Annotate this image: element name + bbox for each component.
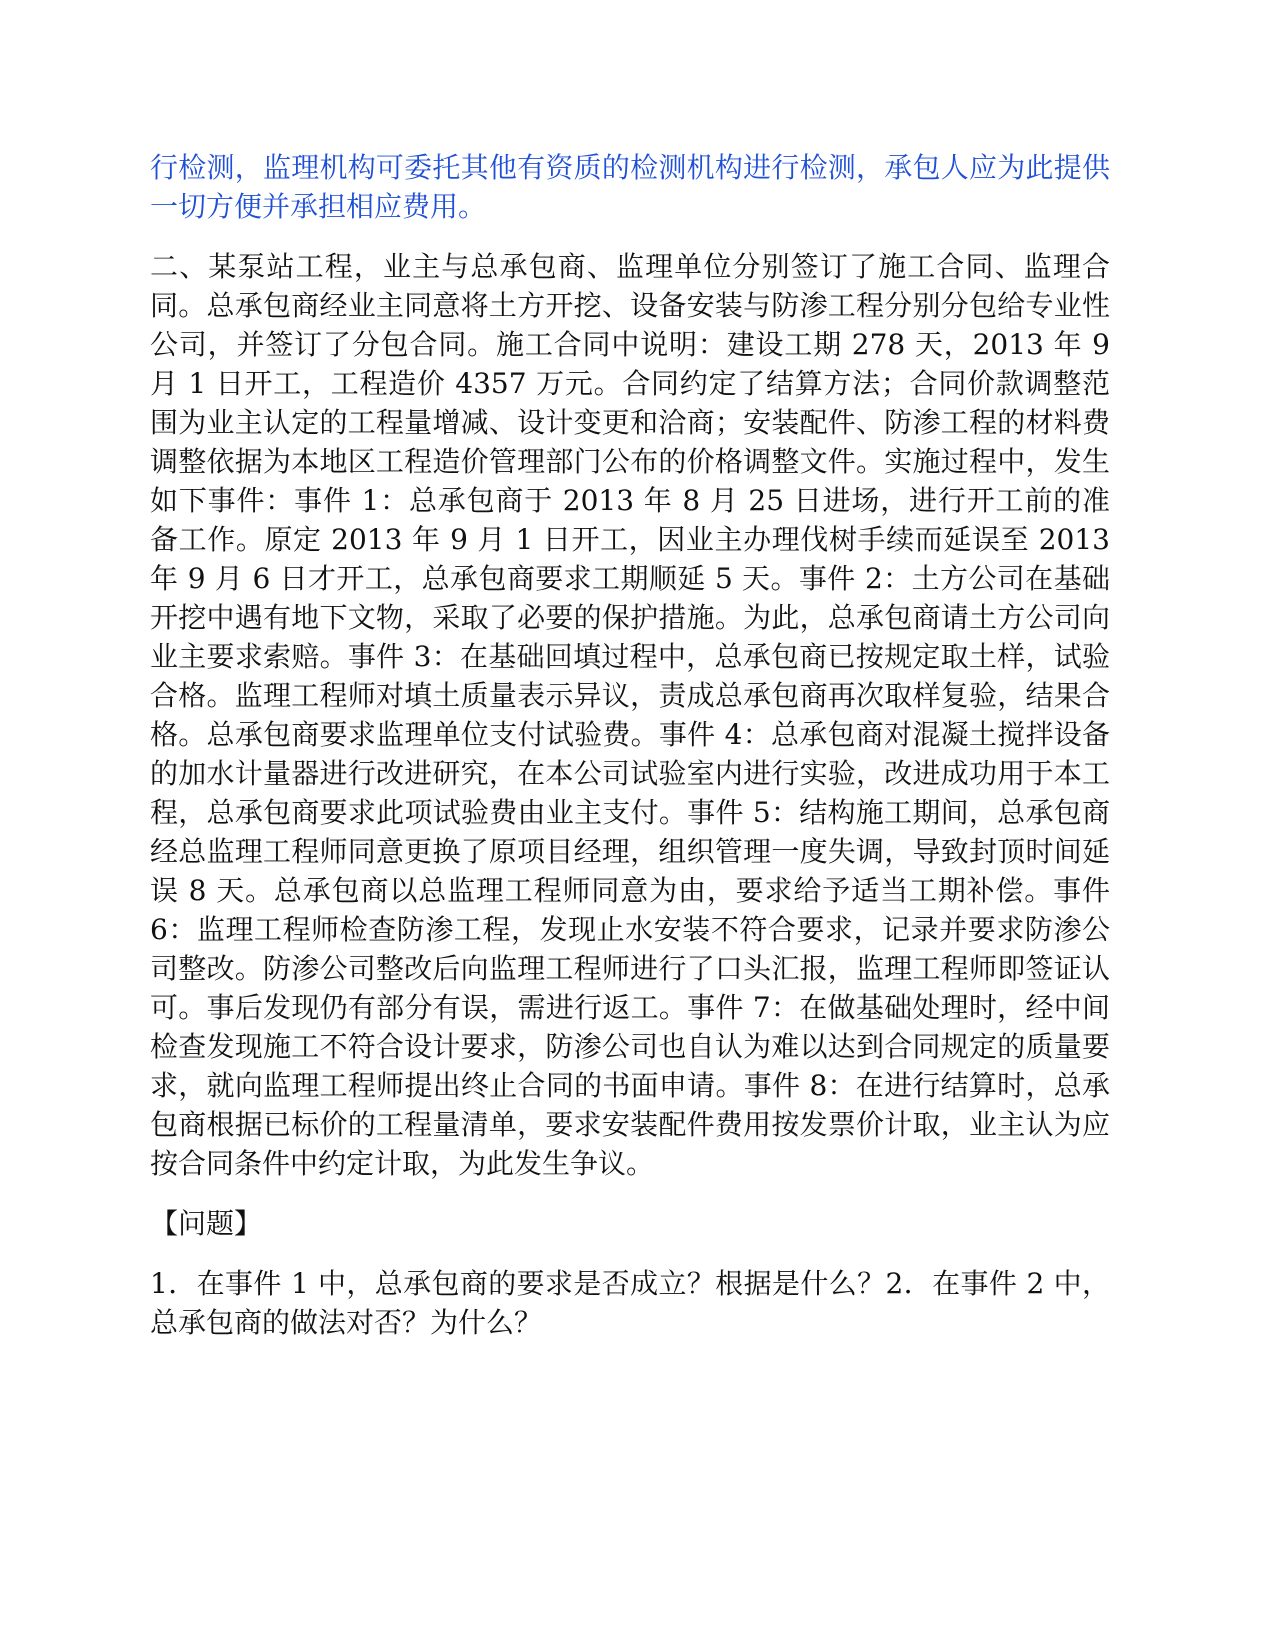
question-list: 1．在事件 1 中，总承包商的要求是否成立？根据是什么？2．在事件 2 中，总承包商的做法对否？为什么？: [150, 1267, 1110, 1339]
answer-continuation: 行检测，监理机构可委托其他有资质的检测机构进行检测，承包人应为此提供一切方便并承担相应费用。: [150, 151, 1110, 223]
document-body: [150, 148, 1110, 1363]
case-description: 二、某泵站工程，业主与总承包商、监理单位分别签订了施工合同、监理合同。总承包商经业主同意将土方开挖、设备安装与防渗工程分别分包给专业性公司，并签订了分包合同。施工合同中说明：建设工期 278 天，2013 年 9 月 1 日开工，工程造价 4357 万元。合同约定了结算方法；合同价款调整范围为业主认定的工程量增减、设计变更和洽商；安装配件、防渗工程的材料费调整依据为本地区工程造价管理部门公布的价格调整文件。实施过程中，发生如下事件：事件 1：总承包商于 2013 年 8 月 25 日进场，进行开工前的准备工作。原定 2013 年 9 月 1 日开工，因业主办理伐树手续而延误至 2013 年 9 月 6 日才开工，总承包商要求工期顺延 5 天。事件 2：土方公司在基础开挖中遇有地下文物，采取了必要的保护措施。为此，总承包商请土方公司向业主要求索赔。事件 3：在基础回填过程中，总承包商已按规定取土样，试验合格。监理工程师对填土质量表示异议，责成总承包商再次取样复验，结果合格。总承包商要求监理单位支付试验费。事件 4：总承包商对混凝土搅拌设备的加水计量器进行改进研究，在本公司试验室内进行实验，改进成功用于本工程，总承包商要求此项试验费由业主支付。事件 5：结构施工期间，总承包商经总监理工程师同意更换了原项目经理，组织管理一度失调，导致封顶时间延误 8 天。总承包商以总监理工程师同意为由，要求给予适当工期补偿。事件 6：监理工程师检查防渗工程，发现止水安装不符合要求，记录并要求防渗公司整改。防渗公司整改后向监理工程师进行了口头汇报，监理工程师即签证认可。事后发现仍有部分有误，需进行返工。事件 7：在做基础处理时，经中间检查发现施工不符合设计要求，防渗公司也自认为难以达到合同规定的质量要求，就向监理工程师提出终止合同的书面申请。事件 8：在进行结算时，总承包商根据已标价的工程量清单，要求安装配件费用按发票价计取，业主认为应按合同条件中约定计取，为此发生争议。: [150, 250, 1110, 1180]
question-heading: 【问题】: [150, 1207, 263, 1240]
